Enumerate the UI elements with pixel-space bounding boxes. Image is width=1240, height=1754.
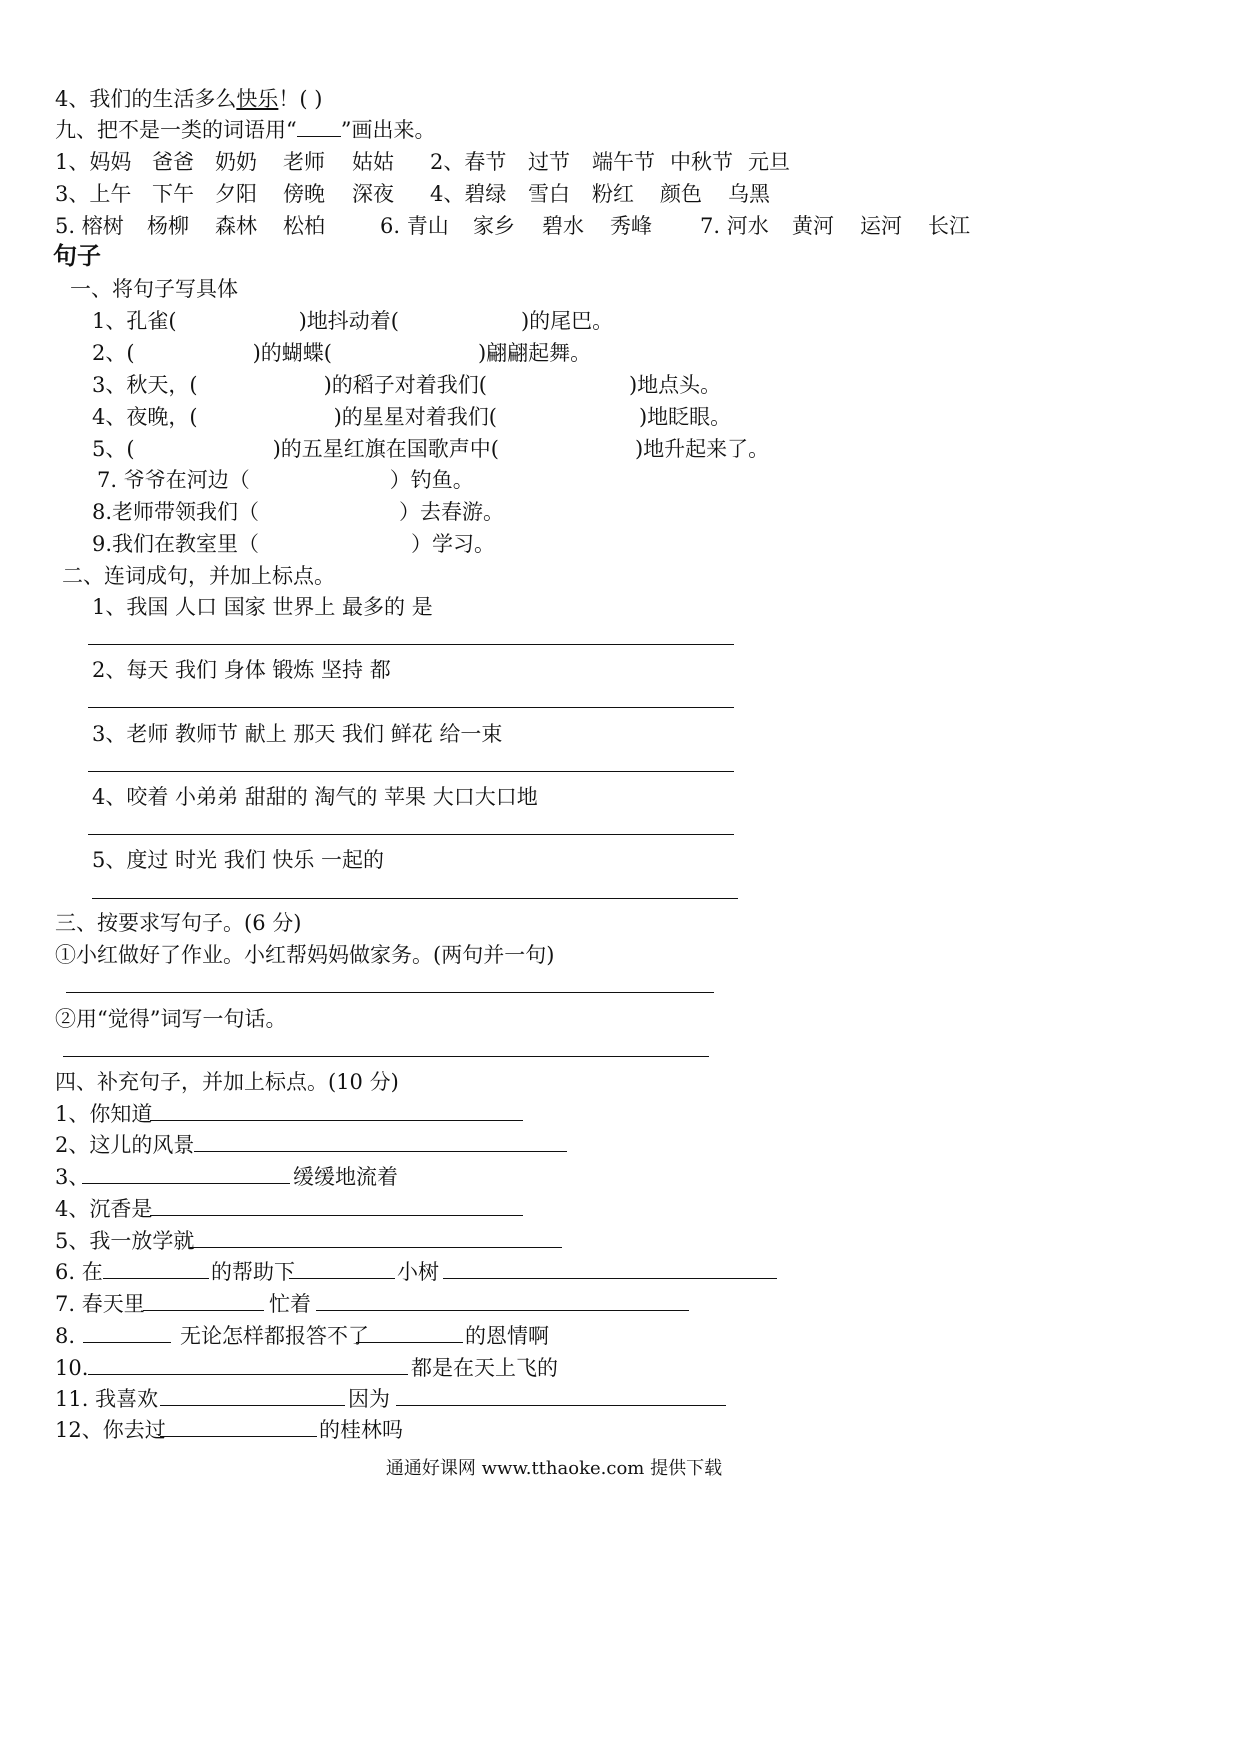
word: 下午: [152, 182, 194, 206]
complete-6: 6. 在: [55, 1260, 103, 1284]
fill-sentence-4: 4、夜晚，( )的星星对着我们( )地眨眼。: [92, 405, 732, 429]
question-4: 4、我们的生活多么快乐！( ): [55, 87, 323, 111]
word: 粉红: [592, 182, 634, 206]
section-9-title: 九、把不是一类的词语用“ ”画出来。: [55, 118, 436, 142]
complete-12-tail: 的桂林吗: [319, 1418, 403, 1442]
word-order-3: 3、老师 教师节 献上 那天 我们 鲜花 给一束: [92, 722, 503, 746]
word: 傍晚: [283, 182, 325, 206]
answer-line: [88, 644, 734, 645]
complete-11-mid: 因为: [348, 1387, 390, 1411]
complete-4: 4、沉香是: [55, 1197, 153, 1221]
answer-line: [88, 1374, 408, 1375]
rewrite-item-2: ②用“觉得”词写一句话。: [55, 1007, 287, 1031]
fill-sentence-8: 8.老师带领我们（ ）去春游。: [92, 500, 505, 524]
answer-line: [316, 1310, 689, 1311]
answer-line: [160, 1436, 317, 1437]
answer-line: [82, 1183, 290, 1184]
fill-sentence-1: 1、孔雀( )地抖动着( )的尾巴。: [92, 309, 614, 333]
answer-line: [143, 1310, 264, 1311]
word: 奶奶: [215, 150, 257, 174]
complete-3: 3、: [55, 1165, 90, 1189]
word: 夕阳: [215, 182, 257, 206]
word: 1、妈妈: [55, 150, 132, 174]
word: 爸爸: [152, 150, 194, 174]
word: 中秋节: [670, 150, 733, 174]
complete-11: 11. 我喜欢: [55, 1387, 159, 1411]
answer-line: [194, 1151, 567, 1152]
part-4-title: 四、补充句子，并加上标点。(10 分): [55, 1070, 399, 1094]
answer-line: [103, 1278, 209, 1279]
word: 碧水: [542, 214, 584, 238]
complete-8-mid: 无论怎样都报答不了: [180, 1324, 369, 1348]
answer-line: [83, 1342, 171, 1343]
word: 5. 榕树: [55, 214, 124, 238]
complete-6-tail: 小树: [397, 1260, 439, 1284]
word: 2、春节: [430, 150, 507, 174]
fill-sentence-2: 2、( )的蝴蝶( )翩翩起舞。: [92, 341, 592, 365]
complete-12: 12、你去过: [55, 1418, 166, 1442]
word: 元旦: [748, 150, 790, 174]
answer-line: [88, 707, 734, 708]
complete-6-mid: 的帮助下: [211, 1260, 295, 1284]
answer-line: [92, 898, 738, 899]
word: 老师: [283, 150, 325, 174]
underline-sample: [297, 118, 341, 137]
word: 过节: [528, 150, 570, 174]
answer-line: [88, 834, 734, 835]
answer-line: [396, 1405, 726, 1406]
complete-1: 1、你知道: [55, 1102, 153, 1126]
answer-line: [88, 771, 734, 772]
word: 6. 青山: [380, 214, 449, 238]
word: 雪白: [528, 182, 570, 206]
complete-8-tail: 的恩情啊: [465, 1324, 549, 1348]
word: 姑姑: [352, 150, 394, 174]
complete-7-mid: 忙着: [269, 1292, 311, 1316]
part-2-title: 二、连词成句，并加上标点。: [62, 564, 335, 588]
word: 端午节: [592, 150, 655, 174]
section-heading: 句子: [53, 242, 101, 270]
complete-10-tail: 都是在天上飞的: [411, 1356, 558, 1380]
complete-10: 10.: [55, 1356, 89, 1380]
page-footer: 通通好课网 www.tthaoke.com 提供下载: [385, 1458, 723, 1479]
complete-8: 8.: [55, 1324, 76, 1348]
fill-sentence-9: 9.我们在教室里（ ）学习。: [92, 532, 496, 556]
word: 3、上午: [55, 182, 132, 206]
complete-2: 2、这儿的风景: [55, 1133, 195, 1157]
word: 松柏: [283, 214, 325, 238]
word: 长江: [928, 214, 970, 238]
complete-5: 5、我一放学就: [55, 1229, 195, 1253]
fill-sentence-5: 5、( )的五星红旗在国歌声中( )地升起来了。: [92, 437, 770, 461]
part-3-title: 三、按要求写句子。(6 分): [55, 911, 302, 935]
word: 乌黑: [728, 182, 770, 206]
underlined-word: 快乐: [236, 87, 279, 111]
answer-line: [160, 1405, 345, 1406]
answer-line: [189, 1247, 562, 1248]
rewrite-item-1: ①小红做好了作业。小红帮妈妈做家务。(两句并一句): [55, 943, 555, 967]
word: 黄河: [792, 214, 834, 238]
answer-line: [289, 1278, 395, 1279]
word-order-1: 1、我国 人口 国家 世界上 最多的 是: [92, 595, 433, 619]
word: 颜色: [660, 182, 702, 206]
part-1-title: 一、将句子写具体: [70, 277, 238, 301]
word-order-4: 4、咬着 小弟弟 甜甜的 淘气的 苹果 大口大口地: [92, 785, 538, 809]
word: 运河: [860, 214, 902, 238]
answer-line: [63, 1056, 709, 1057]
word: 秀峰: [610, 214, 652, 238]
answer-line: [150, 1120, 523, 1121]
fill-sentence-7: 7. 爷爷在河边（ ）钓鱼。: [97, 468, 474, 492]
word: 家乡: [473, 214, 515, 238]
word: 深夜: [352, 182, 394, 206]
answer-line: [443, 1278, 777, 1279]
word-order-2: 2、每天 我们 身体 锻炼 坚持 都: [92, 658, 391, 682]
complete-3-tail: 缓缓地流着: [293, 1165, 398, 1189]
answer-line: [66, 992, 714, 993]
word-order-5: 5、度过 时光 我们 快乐 一起的: [92, 848, 385, 872]
word: 森林: [215, 214, 257, 238]
word: 4、碧绿: [430, 182, 507, 206]
fill-sentence-3: 3、秋天，( )的稻子对着我们( )地点头。: [92, 373, 722, 397]
answer-line: [356, 1342, 463, 1343]
answer-line: [150, 1215, 523, 1216]
word: 杨柳: [147, 214, 189, 238]
word: 7. 河水: [700, 214, 769, 238]
complete-7: 7. 春天里: [55, 1292, 145, 1316]
